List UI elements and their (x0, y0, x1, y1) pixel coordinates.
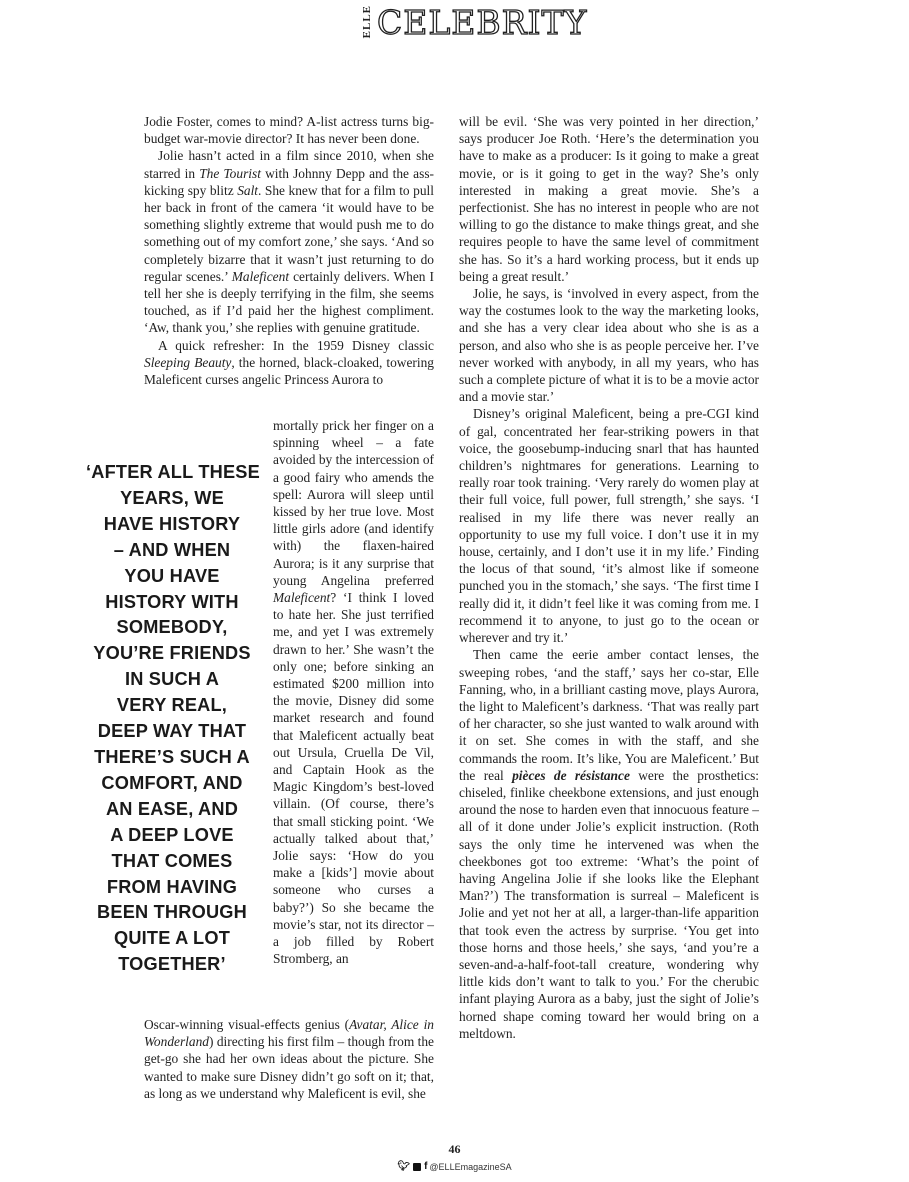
article-paragraph: mortally prick her finger on a spinning wheel – a fate avoided by the intercession of a good fairy who amends the spell: Aurora will sleep until kissed by her true love. Most little girls adore (and identify with) the flaxen-haired Aurora; is it any surprise that young Angelina preferred Maleficent? ‘I think I loved to hate her. She just terrified me, and yet I was extremely drawn to her.’ She wasn’t the only one; before sinking an estimated $200 million into the movie, Disney did some market research and found that Maleficent actually beat out Ursula, Cruella De Vil, and Captain Hook as the Magic Kingdom’s best-loved villain. (Of course, there’s that small sticking point. ‘We actually talked about that,’ Jolie says: ‘How do you make a [kids’] movie about someone who curses a baby?’) So she became the movie’s star, not its director – a job filled by Robert Stromberg, an (273, 418, 434, 967)
social-footer (0, 1161, 909, 1172)
article-paragraph: Jodie Foster, comes to mind? A-list actress turns big-budget war-movie director? It has never been done. (144, 114, 434, 147)
facebook-icon: f (424, 1161, 428, 1172)
pull-quote-line: SOMEBODY, (116, 617, 228, 638)
brand-logo: ELLE (361, 5, 373, 39)
section-title: CELEBRITY (377, 2, 588, 42)
article-column-left-bottom (144, 1016, 434, 1102)
article-column-left-wrap (273, 417, 434, 968)
article-paragraph: Oscar-winning visual-effects genius (Avatar, Alice in Wonderland) directing his first film – though from the get-go she had her own ideas about the picture. She wanted to make sure Disney didn’t go soft on it; that, as long as we understand why Maleficent is evil, she (144, 1017, 434, 1101)
pull-quote-line: HAVE HISTORY (103, 513, 241, 534)
article-paragraph: Disney’s original Maleficent, being a pre-CGI kind of gal, concentrated her fear-striking powers in that voice, the goosebump-inducing snarl that has haunted children’s nightmares for generations. Learning to really roar took training. ‘Very rarely do women play at their full voice, full power, full strength,’ she says. ‘I realised in my life there was never really an opportunity to use my full voice. I don’t use it in my house, certainly, and I don’t use it in my life.’ Finding the locus of that sound, ‘it’s almost like if someone punched you in the stomach,’ she says. ‘The first time I really did it, it didn’t feel like it was coming from me. I recommend it to anyone, to just go to the ocean or wherever and try it.’ (459, 406, 759, 646)
pull-quote-line: AN EASE, AND (105, 798, 239, 819)
pull-quote-line: THERE’S SUCH A (94, 746, 250, 767)
article-paragraph: will be evil. ‘She was very pointed in her direction,’ says producer Joe Roth. ‘Here’s the determination you have to make as a producer: Is it going to make a great movie, or is it going to get in the way? She’s only interested in making a great movie. She’s a perfectionist. She has no interest in people who are not willing to go the distance to make things great, and she requires people to have the same level of commitment she has. So it’s a hard working process, but it ends up being a great result.’ (459, 114, 759, 284)
pull-quote-line: FROM HAVING (106, 876, 238, 897)
article-column-right (459, 113, 759, 1042)
article-paragraph: A quick refresher: In the 1959 Disney classic Sleeping Beauty, the horned, black-cloaked, towering Maleficent curses angelic Princess Aurora to (144, 337, 434, 388)
pull-quote-line: DEEP WAY THAT (97, 721, 247, 742)
instagram-icon (413, 1163, 421, 1171)
pull-quote-line: YEARS, WE (120, 487, 224, 508)
pull-quote-line: TOGETHER’ (118, 954, 226, 975)
pull-quote-line: COMFORT, AND (101, 772, 243, 793)
pull-quote (86, 460, 258, 978)
pull-quote-line: QUITE A LOT (113, 928, 231, 949)
pull-quote-line: YOU’RE FRIENDS (93, 643, 251, 664)
pull-quote-line: A DEEP LOVE (110, 824, 234, 845)
article-paragraph: Jolie, he says, is ‘involved in every aspect, from the way the costumes look to the way the marketing looks, and she has a very clear idea about who she is as a person, and also who she is as people perceive her. I’ve never worked with anybody, in all my years, who has such a complete picture of what it is to be a movie actor and a movie star.’ (459, 286, 759, 405)
article-paragraph: Jolie hasn’t acted in a film since 2010, when she starred in The Tourist with Johnny Depp and the ass-kicking spy blitz Salt. She knew that for a film to pull her back in front of the camera ‘it would have to be something slightly extreme that would push me to do something out of my comfort zone,’ she says. ‘And so completely bizarre that it wasn’t just returning to do regular scenes.’ Maleficent certainly delivers. When I tell her she is deeply terrifying in the film, she seems touched, as if I’d paid her the highest compliment. ‘Aw, thank you,’ she replies with genuine gratitude. (144, 148, 434, 336)
pull-quote-line: IN SUCH A (124, 669, 220, 690)
pull-quote-line: HISTORY WITH (105, 591, 239, 612)
pull-quote-line: VERY REAL, (116, 695, 228, 716)
section-header (362, 2, 587, 42)
pull-quote-line: YOU HAVE (124, 565, 220, 586)
pull-quote-line: THAT COMES (111, 850, 233, 871)
twitter-icon: 🐦︎ (397, 1161, 411, 1172)
page-number: 46 (448, 1142, 461, 1156)
article-column-left-top (144, 113, 434, 388)
pull-quote-line: – AND WHEN (113, 539, 231, 560)
social-handle: @ELLEmagazineSA (429, 1161, 512, 1172)
pull-quote-line: ‘AFTER ALL THESE (86, 462, 260, 482)
pull-quote-line: BEEN THROUGH (97, 902, 247, 923)
article-paragraph: Then came the eerie amber contact lenses, the sweeping robes, ‘and the staff,’ says her co-star, Elle Fanning, who, in a brilliant casting move, plays Aurora, the light to Maleficent’s darkness. ‘That was really part of her character, so she just wanted to walk around with it on set. She comes in with the staff, and she commands the room. It’s like, You are Maleficent.’ But the real pièces de résistance were the prosthetics: chiseled, finlike cheekbone extensions, and just enough around the nose to harden even that innocuous feature – all of it done under Jolie’s explicit instruction. (Roth says the only time he intervened was when the cheekbones got too extreme: ‘What’s the point of having Angelina Jolie if she looks like the Elephant Man?’) The transformation is surreal – Maleficent is Jolie and yet not her at all, a larger-than-life apparition that took even the actress by surprise. ‘You get into those horns and those heels,’ she says, ‘and you’re a seven-and-a-half-foot-tall creature, wondering why little kids don’t want to talk to you.’ For the cherubic infant playing Aurora as a baby, just the sight of Jolie’s horned shape coming toward her would bring on a meltdown. (459, 647, 760, 1041)
